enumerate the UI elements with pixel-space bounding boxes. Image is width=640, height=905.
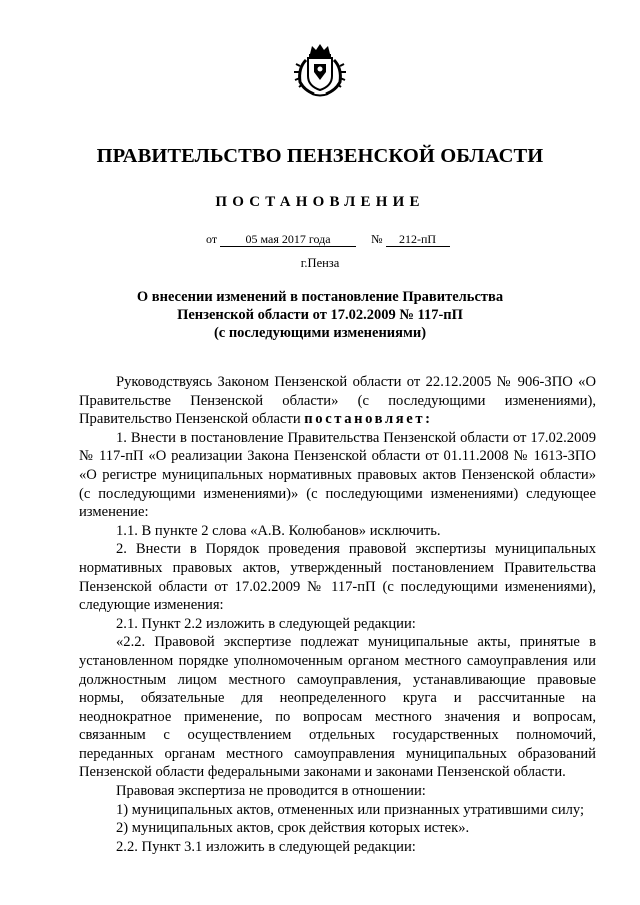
- document-number: 212-пП: [386, 233, 450, 247]
- paragraph: «2.2. Правовой экспертизе подлежат муниципальные акты, принятые в установленном порядке уполномоченным органом местного самоуправления или должностным лицом местного самоуправления, устанавливающие правовые нормы, обязательные для неопределенного круга и рассчитанные на неоднократное применение, по вопросам местного значения и вопросам, связанным с осуществлением отдельных государственных полномочий, переданных органам местного самоуправления муниципальных образований Пензенской области федеральными законами и законами Пензенской области.: [79, 634, 596, 781]
- subject-line: (с последующими изменениями): [213, 325, 427, 341]
- document-type: ПОСТАНОВЛЕНИЕ: [215, 194, 425, 210]
- number-prefix: №: [371, 232, 383, 246]
- decree-word: постановляет:: [304, 411, 433, 428]
- paragraph-text: Руководствуясь Законом Пензенской области от 22.12.2005 № 906-ЗПО «О Правительстве Пензенской области» (с последующими изменениями), Правительство Пензенской области: [79, 374, 596, 428]
- subject-line: Пензенской области от 17.02.2009 № 117-пП: [177, 307, 463, 323]
- paragraph: 1) муниципальных актов, отмененных или признанных утратившими силу;: [116, 801, 585, 818]
- city: г.Пенза: [300, 256, 340, 270]
- paragraph: 2.1. Пункт 2.2 изложить в следующей редакции:: [116, 615, 416, 632]
- date-prefix: от: [206, 232, 218, 246]
- paragraph: 1. Внести в постановление Правительства Пензенской области от 17.02.2009 № 117-пП «О реализации Закона Пензенской области от 01.11.2008 № 1613-ЗПО «О регистре муниципальных нормативных правовых актов Пензенской области» (с последующими изменениями)» (с последующими изменениями) следующее изменение:: [79, 429, 596, 521]
- document-subject: [110, 288, 530, 342]
- subject-line: О внесении изменений в постановление Правительства: [136, 289, 504, 305]
- document-body: [79, 373, 596, 856]
- paragraph: 2) муниципальных актов, срок действия которых истек».: [116, 820, 470, 837]
- paragraph: 1.1. В пункте 2 слова «А.В. Колюбанов» исключить.: [116, 522, 441, 539]
- document-date: 05 мая 2017 года: [220, 233, 356, 247]
- paragraph: 2. Внести в Порядок проведения правовой экспертизы муниципальных нормативных правовых актов, утвержденный постановлением Правительства Пензенской области от 17.02.2009 № 117-пП (с последующими изменениями), следующие изменения:: [79, 541, 596, 614]
- paragraph: [79, 373, 596, 429]
- paragraph: Правовая экспертиза не проводится в отношении:: [116, 783, 426, 800]
- date-number-line: [206, 232, 450, 247]
- coat-of-arms-icon: [292, 42, 348, 98]
- paragraph: 2.2. Пункт 3.1 изложить в следующей редакции:: [116, 838, 416, 855]
- government-title: ПРАВИТЕЛЬСТВО ПЕНЗЕНСКОЙ ОБЛАСТИ: [96, 145, 544, 167]
